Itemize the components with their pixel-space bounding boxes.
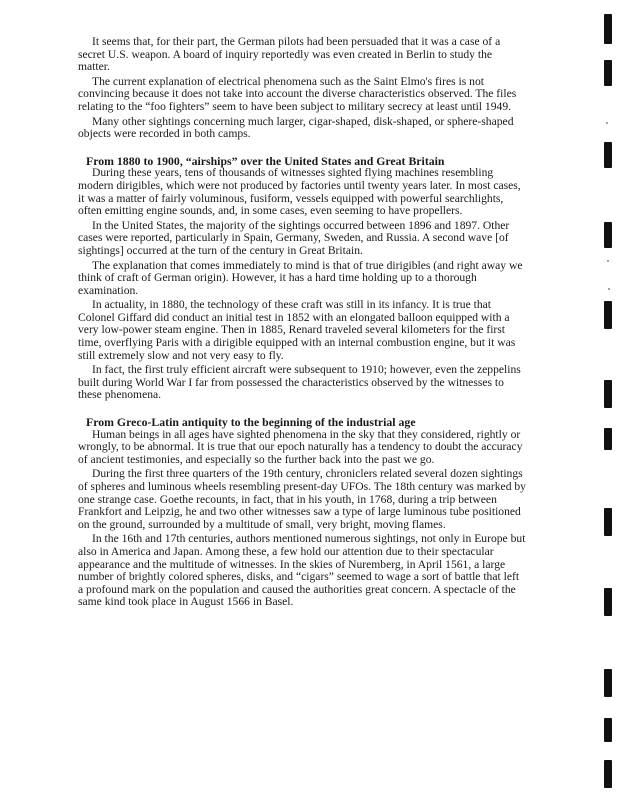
paragraph: In the United States, the majority of the sightings occurred between 1896 and 1897. Other cases were reported, particularly in Spain, Germany, Sweden, and Russia. A second wave [of sightings] occurred at the turn of the century in Great Britain. bbox=[78, 218, 510, 257]
document-page bbox=[78, 36, 526, 611]
binder-mark bbox=[604, 588, 612, 616]
paragraph: The explanation that comes immediately to mind is that of true dirigibles (and right away we think of craft of German origin). However, it has a hard time holding up to a thorough examination. bbox=[78, 258, 523, 297]
paragraph: In actuality, in 1880, the technology of these craft was still in its infancy. It is true that Colonel Giffard did conduct an initial test in 1852 with an elongated balloon equipped with a very low-power steam engine. Then in 1885, Renard traveled several kilometers for the first time, overflying Paris with a dirigible equipped with an internal combustion engine, but it was still extremely slow and not very easy to fly. bbox=[78, 298, 516, 362]
binder-hole-marks bbox=[596, 0, 620, 798]
scan-speck bbox=[606, 122, 608, 124]
paragraph: In fact, the first truly efficient aircraft were subsequent to 1910; however, even the zeppelins built during World War I far from possessed the characteristics observed by the witnesses to these phenomena. bbox=[78, 363, 521, 402]
binder-mark bbox=[604, 669, 612, 697]
binder-mark bbox=[604, 301, 612, 329]
paragraph: The current explanation of electrical phenomena such as the Saint Elmo's fires is not convincing because it does not take into account the diverse characteristics observed. The files relating to the “foo fighters” seem to have been subject to military secrecy at least until 1949. bbox=[78, 74, 517, 113]
paragraph: In the 16th and 17th centuries, authors mentioned numerous sightings, not only in Europe but also in America and Japan. Among these, a few hold our attention due to their spectacular appearance and the multitude of witnesses. In the skies of Nuremberg, in April 1561, a large number of brightly colored spheres, disks, and “cigars” seemed to wage a sort of battle that left a profound mark on the population and caused the authorities great concern. A spectacle of the same kind took place in August 1566 in Basel. bbox=[78, 532, 526, 609]
binder-mark bbox=[604, 142, 612, 168]
scan-speck bbox=[607, 260, 609, 262]
binder-mark bbox=[604, 14, 612, 44]
binder-mark bbox=[604, 428, 612, 450]
paragraph: Many other sightings concerning much larger, cigar-shaped, disk-shaped, or sphere-shaped objects were recorded in both camps. bbox=[78, 114, 514, 141]
scan-speck bbox=[608, 288, 610, 290]
binder-mark bbox=[604, 760, 612, 788]
binder-mark bbox=[604, 222, 612, 248]
binder-mark bbox=[604, 380, 612, 408]
binder-mark bbox=[604, 718, 612, 742]
section-heading: From 1880 to 1900, “airships” over the United States and Great Britain bbox=[86, 153, 445, 168]
paragraph: It seems that, for their part, the German pilots had been persuaded that it was a case of a secret U.S. weapon. A board of inquiry reportedly was even created in Berlin to study the matter. bbox=[78, 35, 501, 74]
paragraph: Human beings in all ages have sighted phenomena in the sky that they considered, rightly or wrongly, to be abnormal. It is true that our epoch naturally has a tendency to doubt the accuracy of ancient testimonies, and especially so the further back into the past we go. bbox=[78, 427, 523, 466]
paragraph: During these years, tens of thousands of witnesses sighted flying machines resembling modern dirigibles, which were not produced by factories until twenty years later. In most cases, it was a matter of fairly voluminous, fusiform, vessels equipped with powerful searchlights, often emitting engine sounds, and, in some cases, even seeming to have propellers. bbox=[78, 166, 521, 218]
binder-mark bbox=[604, 508, 612, 536]
binder-mark bbox=[604, 60, 612, 86]
section-heading: From Greco-Latin antiquity to the beginning of the industrial age bbox=[86, 415, 416, 430]
paragraph: During the first three quarters of the 19th century, chroniclers related several dozen sightings of spheres and luminous wheels resembling present-day UFOs. The 18th century was marked by one strange case. Goethe recounts, in fact, that in his youth, in 1768, during a trip between Frankfort and Leipzig, he and two other witnesses saw a type of large luminous tube positioned on the ground, surrounded by a multitude of small, very bright, moving flames. bbox=[78, 467, 526, 531]
